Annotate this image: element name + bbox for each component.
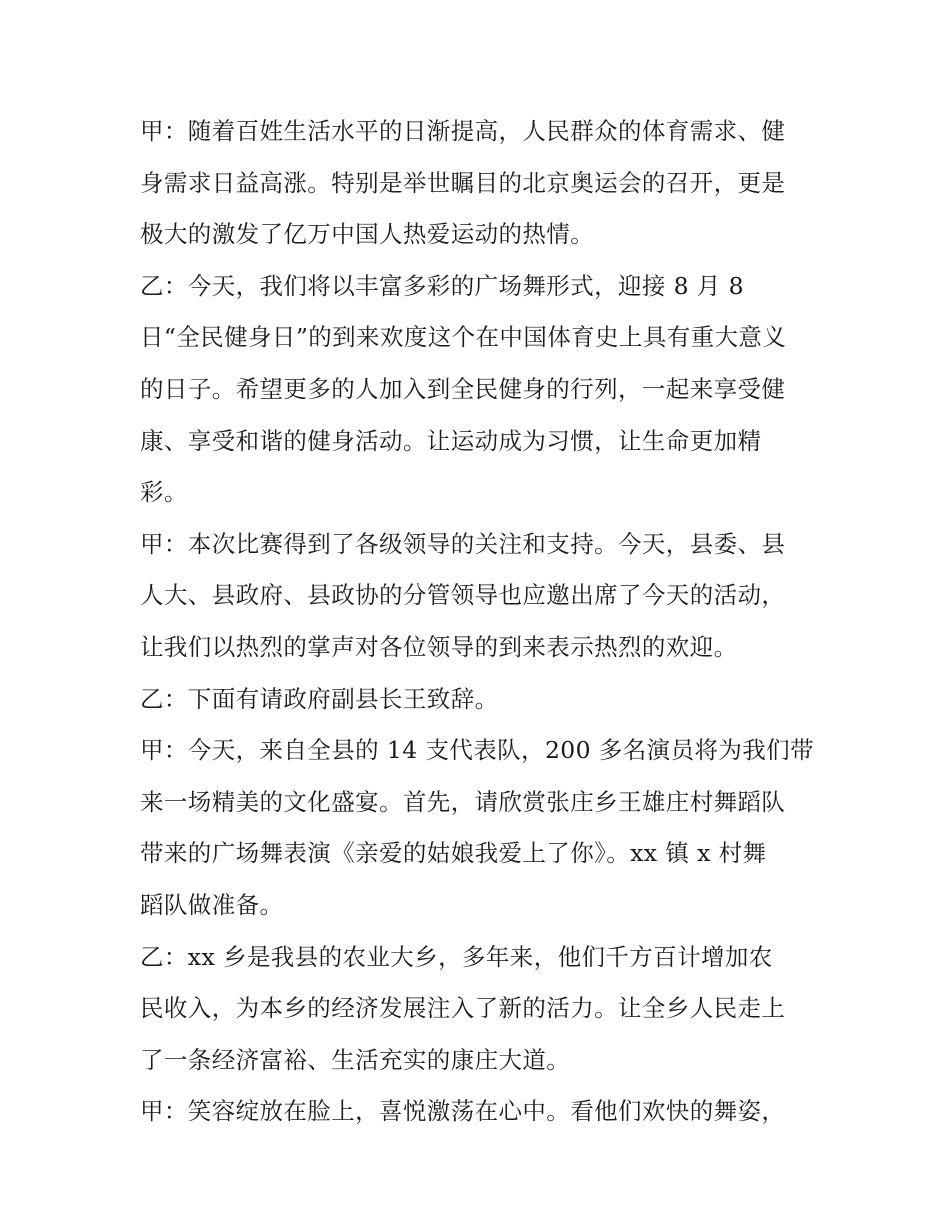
- text-line: 的日子。希望更多的人加入到全民健身的行列，一起来享受健: [140, 374, 786, 403]
- text-line: 乙：xx 乡是我县的农业大乡，多年来，他们千方百计增加农: [140, 942, 773, 971]
- text-line: 甲：随着百姓生活水平的日渐提高，人民群众的体育需求、健: [140, 117, 786, 145]
- text-line: 了一条经济富裕、生活充实的康庄大道。: [140, 1045, 571, 1074]
- text-line: 甲：今天，来自全县的 14 支代表队，200 多名演员将为我们带: [140, 736, 814, 765]
- text-line: 康、享受和谐的健身活动。让运动成为习惯，让生命更加精: [140, 426, 762, 455]
- text-line: 身需求日益高涨。特别是举世瞩目的北京奥运会的召开，更是: [140, 168, 786, 197]
- document-body: [140, 106, 820, 1138]
- text-line: 蹈队做准备。: [140, 890, 284, 919]
- text-line: 彩。: [140, 478, 188, 507]
- text-line: 带来的广场舞表演《亲爱的姑娘我爱上了你》。xx 镇 x 村舞: [140, 839, 767, 868]
- text-line: 民收入，为本乡的经济发展注入了新的活力。让全乡人民走上: [140, 994, 786, 1023]
- text-line: 极大的激发了亿万中国人热爱运动的热情。: [140, 220, 595, 249]
- text-line: 人大、县政府、县政协的分管领导也应邀出席了今天的活动，: [140, 581, 786, 610]
- text-line: 日“全民健身日”的到来欢度这个在中国体育史上具有重大意义: [140, 323, 787, 352]
- text-line: 让我们以热烈的掌声对各位领导的到来表示热烈的欢迎。: [140, 632, 738, 661]
- text-line: 乙：下面有请政府副县长王致辞。: [140, 684, 499, 713]
- text-line: 乙：今天，我们将以丰富多彩的广场舞形式，迎接 8 月 8: [140, 271, 745, 300]
- text-line: 甲：笑容绽放在脸上，喜悦激荡在心中。看他们欢快的舞姿，: [140, 1097, 786, 1126]
- text-line: 甲：本次比赛得到了各级领导的关注和支持。今天，县委、县: [140, 529, 786, 558]
- text-line: 来一场精美的文化盛宴。首先，请欣赏张庄乡王雄庄村舞蹈队: [140, 787, 786, 816]
